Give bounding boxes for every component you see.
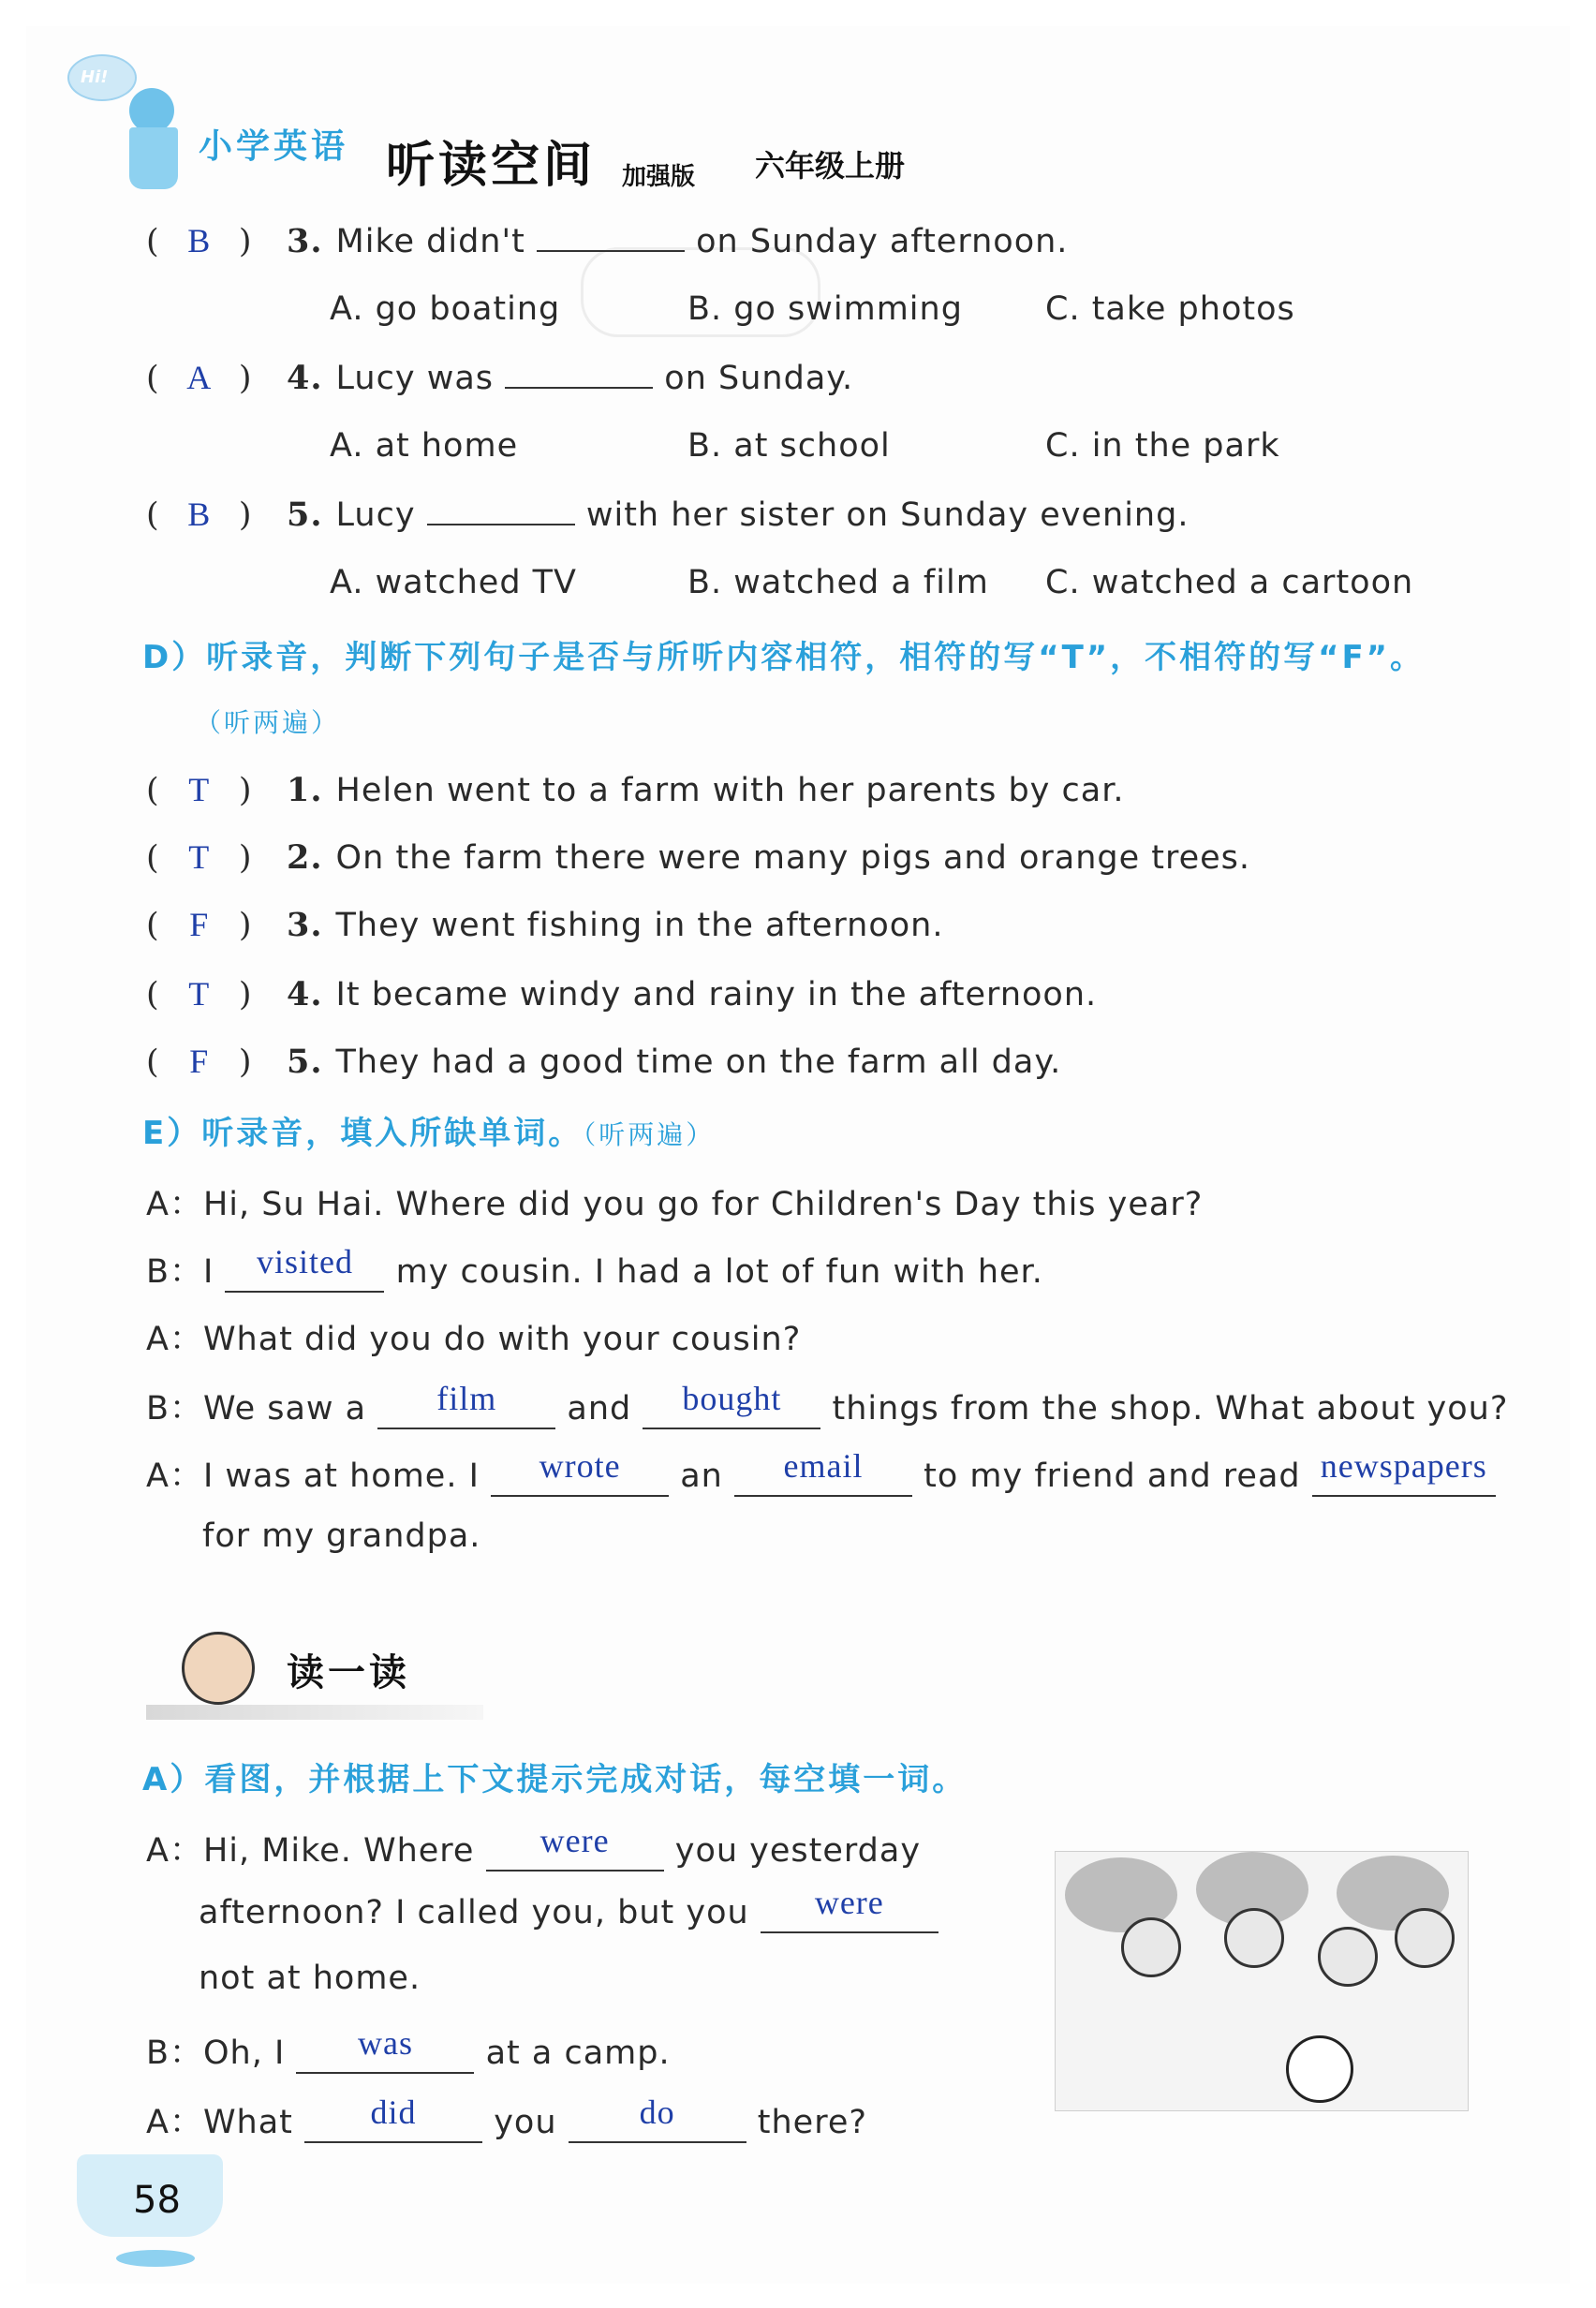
fill-blank	[1312, 1447, 1496, 1497]
fill-blank	[734, 1447, 912, 1497]
question-text: Lucy was	[335, 360, 495, 397]
answer-blank	[537, 222, 685, 252]
answer-paren: ( B )	[146, 496, 253, 534]
question-number: 3.	[287, 222, 323, 260]
question-c3	[146, 221, 1068, 260]
grade-label: 六年级上册	[755, 148, 906, 184]
dialog-text: things from the shop. What about you?	[832, 1390, 1509, 1428]
answer-paren: ( T )	[146, 975, 253, 1013]
section-e-title: E）听录音，填入所缺单词。	[142, 1115, 584, 1152]
dialog-text: A：What	[146, 2104, 293, 2141]
question-number: 3.	[287, 906, 323, 944]
filled-answer: bought	[682, 1380, 782, 1417]
option-a: A. watched TV	[330, 564, 577, 601]
dialog-text: an	[680, 1457, 723, 1495]
option-c: C. watched a cartoon	[1045, 564, 1414, 601]
option-b: B. at school	[687, 427, 891, 465]
boy-figure	[1121, 1917, 1181, 1977]
dialog-text: my cousin. I had a lot of fun with her.	[395, 1253, 1043, 1291]
girl-figure	[1224, 1908, 1284, 1968]
question-c4	[146, 358, 853, 397]
dialog-text: A：I was at home. I	[146, 1457, 480, 1495]
statement-text: Helen went to a farm with her parents by car.	[335, 772, 1125, 809]
section-d-instruction: D）听录音，判断下列句子是否与所听内容相符，相符的写“T”，不相符的写“F”。	[142, 639, 1426, 676]
soccer-ball-icon	[1286, 2035, 1353, 2103]
kids-football-illustration	[1055, 1851, 1469, 2111]
answer-mark: B	[187, 496, 212, 533]
question-text: on Sunday.	[664, 360, 854, 397]
question-number: 1.	[287, 771, 323, 809]
dialog-text: B：We saw a	[146, 1390, 367, 1428]
read-line-5	[146, 2093, 867, 2143]
question-text: with her sister on Sunday evening.	[585, 496, 1190, 534]
section-d-note: （听两遍）	[195, 707, 341, 738]
answer-paren: ( F )	[146, 1043, 253, 1081]
tf-item-1	[146, 770, 1125, 809]
dialog-text: B：Oh, I	[146, 2034, 286, 2072]
tf-item-3	[146, 905, 943, 944]
flower-icon	[129, 88, 174, 133]
filled-answer: were	[814, 1884, 884, 1921]
dialog-text: you	[494, 2104, 557, 2141]
answer-paren: ( F )	[146, 906, 253, 944]
reading-girl-icon	[182, 1632, 255, 1705]
answer-mark: A	[186, 359, 213, 396]
option-c: C. in the park	[1045, 427, 1280, 465]
book-title: 听读空间	[386, 138, 597, 194]
answer-mark: T	[188, 838, 211, 876]
tf-item-4	[146, 974, 1097, 1013]
section-read-title: 读一读	[287, 1651, 410, 1694]
dialog-text: there?	[757, 2104, 867, 2141]
read-instruction: A）看图，并根据上下文提示完成对话，每空填一词。	[142, 1761, 968, 1798]
filled-answer: email	[783, 1447, 864, 1485]
statement-text: They went fishing in the afternoon.	[335, 907, 944, 944]
read-line-3: not at home.	[199, 1960, 421, 1997]
answer-mark: T	[188, 975, 211, 1013]
read-line-2	[199, 1884, 938, 1933]
girl-figure	[1318, 1927, 1378, 1987]
flowerpot-icon	[129, 127, 178, 189]
section-e-note: （听两遍）	[583, 1119, 716, 1150]
answer-paren: ( T )	[146, 771, 253, 809]
question-number: 4.	[287, 975, 323, 1013]
question-text: Lucy	[335, 496, 416, 534]
filled-answer: do	[639, 2093, 675, 2131]
answer-mark: B	[187, 222, 212, 259]
boy-figure	[1395, 1908, 1455, 1968]
fill-blank	[491, 1447, 669, 1497]
section-e-instruction	[142, 1107, 715, 1153]
answer-paren: ( T )	[146, 838, 253, 877]
dialog-line-4	[146, 1380, 1509, 1429]
dialog-text: at a camp.	[485, 2034, 671, 2072]
filled-answer: was	[357, 2024, 413, 2062]
filled-answer: visited	[256, 1243, 353, 1280]
fill-blank	[296, 2024, 474, 2074]
dialog-line-3: A：What did you do with your cousin?	[146, 1321, 802, 1358]
fill-blank	[304, 2093, 482, 2143]
question-c5	[146, 495, 1189, 534]
tf-item-2	[146, 837, 1250, 877]
dialog-text: A：Hi, Mike. Where	[146, 1832, 475, 1870]
question-number: 5.	[287, 496, 323, 534]
question-text: on Sunday afternoon.	[696, 223, 1069, 260]
filled-answer: were	[539, 1822, 610, 1859]
option-b: B. go swimming	[687, 290, 963, 328]
dialog-text: you yesterday	[674, 1832, 922, 1870]
statement-text: It became windy and rainy in the afternoon.	[335, 976, 1098, 1013]
edition-label: 加强版	[622, 163, 696, 191]
fill-blank	[486, 1822, 664, 1872]
statement-text: They had a good time on the farm all day.	[335, 1043, 1062, 1081]
answer-blank	[427, 496, 575, 525]
dialog-line-5	[146, 1447, 1496, 1497]
fill-blank	[569, 2093, 746, 2143]
page-number-base	[116, 2250, 195, 2267]
dialog-text: afternoon? I called you, but you	[199, 1894, 749, 1931]
filled-answer: film	[436, 1380, 497, 1417]
question-number: 2.	[287, 838, 323, 877]
dialog-line-2	[146, 1243, 1043, 1293]
read-line-1	[146, 1822, 922, 1872]
fill-blank	[377, 1380, 555, 1429]
option-b: B. watched a film	[687, 564, 989, 601]
hi-bubble-text: Hi!	[81, 67, 109, 87]
dialog-line-1: A：Hi, Su Hai. Where did you go for Children's Day this year?	[146, 1186, 1204, 1223]
filled-answer: wrote	[539, 1447, 621, 1485]
section-divider	[146, 1705, 483, 1720]
statement-text: On the farm there were many pigs and orange trees.	[335, 839, 1251, 877]
option-a: A. at home	[330, 427, 519, 465]
dialog-text: B：I	[146, 1253, 214, 1291]
answer-blank	[505, 359, 653, 389]
answer-mark: F	[189, 1043, 210, 1080]
filled-answer: did	[370, 2093, 417, 2131]
answer-paren: ( B )	[146, 222, 253, 260]
page-number: 58	[133, 2179, 181, 2222]
filled-answer: newspapers	[1320, 1447, 1487, 1485]
answer-paren: ( A )	[146, 359, 253, 397]
dialog-text: to my friend and read	[924, 1457, 1301, 1495]
fill-blank	[643, 1380, 820, 1429]
answer-mark: T	[188, 771, 211, 808]
question-number: 5.	[287, 1043, 323, 1081]
option-a: A. go boating	[330, 290, 561, 328]
fill-blank	[761, 1884, 938, 1933]
tf-item-5	[146, 1042, 1061, 1081]
option-c: C. take photos	[1045, 290, 1295, 328]
dialog-line-6: for my grandpa.	[202, 1517, 481, 1555]
fill-blank	[225, 1243, 384, 1293]
answer-mark: F	[189, 906, 210, 943]
subject-label: 小学英语	[199, 127, 349, 166]
read-line-4	[146, 2024, 671, 2074]
question-text: Mike didn't	[335, 223, 525, 260]
question-number: 4.	[287, 359, 323, 397]
dialog-text: and	[567, 1390, 632, 1428]
